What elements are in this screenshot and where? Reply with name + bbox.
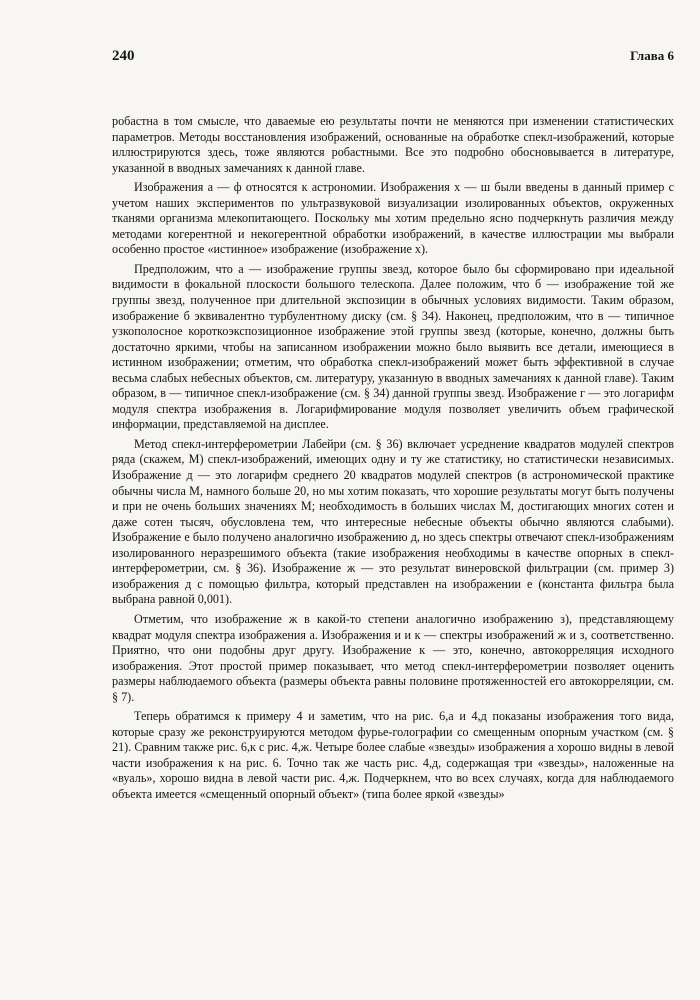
book-page <box>112 48 674 803</box>
paragraph-5: Отметим, что изображение ж в какой-то степени аналогично изображению з), представляющему квадрат модуля спектра изображения а. Изображения и и к — спектры изображений ж и з, соответственно. Приятно, что они подобны друг другу. Изображение к — это, конечно, автокорреляция исходного изображения. Этот простой пример показывает, что метод спекл-интерферометрии позволяет оценить размеры наблюдаемого объекта (размеры объекта равны половине протяженностей его автокорреляции, см. § 7). <box>112 611 674 704</box>
chapter-title: Глава 6 <box>630 48 674 63</box>
running-header <box>112 48 674 82</box>
paragraph-1: робастна в том смысле, что даваемые ею результаты почти не меняются при изменении статистических параметров. Методы восстановления изображений, основанные на обработке спекл-изображений, которые иллюстрируются здесь, тоже являются робастными. Все это подробно обосновывается в литературе, указанной в вводных замечаниях к данной главе. <box>112 114 674 175</box>
body-text <box>112 114 674 803</box>
paragraph-6: Теперь обратимся к примеру 4 и заметим, что на рис. 6,а и 4,д показаны изображения того вида, которые сразу же реконструируются методом фурье-голографии со смещенным опорным участком (см. § 21). Сравним также рис. 6,к с рис. 4,ж. Четыре более слабые «звезды» изображения а хорошо видны в левой части изображения к на рис. 6. Точно так же часть рис. 4,д, содержащая три «звезды», наложенные на «вуаль», хорошо видна в левой части рис. 4,ж. Подчеркнем, что во всех случаях, когда для наблюдаемого объекта имеется «смещенный опорный объект» (типа более яркой «звезды» <box>112 709 674 801</box>
page-number: 240 <box>112 48 135 64</box>
paragraph-2: Изображения а — ф относятся к астрономии. Изображения х — ш были введены в данный пример с учетом наших экспериментов по ультразвуковой визуализации изолированных объектов, окруженных тканями организма млекопитающего. Поскольку мы хотим предельно ясно подчеркнуть различия между методами когерентной и некогерентной обработки изображений, в качестве иллюстрации мы выбрали особенно простое «истинное» изображение (изображение х). <box>112 180 674 257</box>
paragraph-4: Метод спекл-интерферометрии Лабейри (см. § 36) включает усреднение квадратов модулей спектров ряда (скажем, М) спекл-изображений, имеющих одну и ту же статистику, но статистически независимых. Изображение д — это логарифм среднего 20 квадратов модулей спектров (в астрономической практике обычны числа М, намного больше 20, но мы хотим показать, что хорошие результаты могут быть получены и при не очень больших значениях М; необходимость в больших числах М, достигающих многих сотен и даже сотен тысяч, обусловлена тем, что интересные небесные объекты обычно являются слабыми). Изображение е было получено аналогично изображению д, но здесь спектры отвечают спекл-изображениям изолированного неразрешимого объекта (такие изображения необходимы в качестве опорных в спекл-интерферометрии, см. § 36). Изображение ж — это результат винеровской фильтрации (см. пример 3) изображения д с помощью фильтра, который представлен на изображении е (константа фильтра была выбрана равной 0,001). <box>112 436 674 607</box>
paragraph-3: Предположим, что а — изображение группы звезд, которое было бы сформировано при идеальной видимости в фокальной плоскости большого телескопа. Далее положим, что б — изображение той же группы звезд, полученное при длительной экспозиции в обычных условиях видимости. Таким образом, изображение б эквивалентно турбулентному диску (см. § 34). Наконец, предположим, что в — типичное узкополосное короткоэкспозиционное изображение этой группы звезд (которые, конечно, должны быть достаточно яркими, чтобы на записанном изображении можно было выявить все детали, имеющиеся в истинном изображении; отметим, что обработка спекл-изображений может быть эффективной в случае весьма слабых небесных объектов, см. литературу, указанную в вводных замечаниях к данной главе). Таким образом, в — типичное спекл-изображение (см. § 34) данной группы звезд. Изображение г — это логарифм модуля спектра изображения в. Логарифмирование модуля позволяет увеличить объем графической информации, представляемой на дисплее. <box>112 261 674 432</box>
